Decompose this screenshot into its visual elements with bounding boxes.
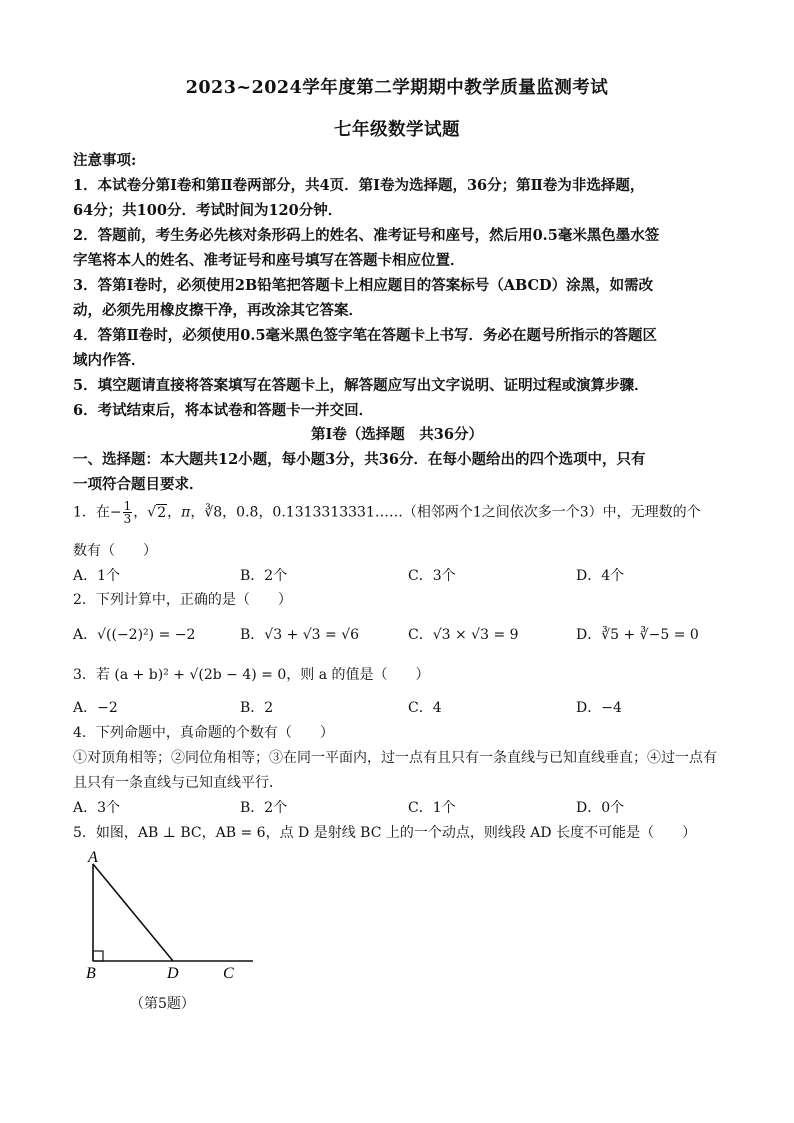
- question-3-stem: 3．若 (a + b)² + √(2b − 4) = 0，则 a 的值是（ ）: [73, 667, 430, 683]
- q1-minus: −: [109, 504, 122, 521]
- q1-frac-den: 3: [123, 512, 132, 526]
- section-intro-a: 一、选择题：本大题共12小题，每小题3分，共36分．在每小题给出的四个选项中，只有: [73, 451, 646, 468]
- question-4-line1: ①对顶角相等；②同位角相等；③在同一平面内，过一点有且只有一条直线与已知直线垂直；④过一点有: [73, 750, 717, 766]
- q1-prefix: 1．在: [73, 504, 110, 521]
- q4-option-a[interactable]: A．3个: [73, 800, 121, 816]
- q4-option-c[interactable]: C．1个: [408, 800, 456, 816]
- q1-option-a[interactable]: A．1个: [73, 568, 121, 584]
- note-4a: 4．答第Ⅱ卷时，必须使用0.5毫米黑色签字笔在答题卡上书写．务必在题号所指示的答题区: [73, 327, 658, 344]
- note-1b: 64分；共100分．考试时间为120分钟．: [73, 202, 343, 219]
- q1-cbrt: ∛8: [204, 504, 223, 521]
- note-3a: 3．答第Ⅰ卷时，必须使用2B铅笔把答题卡上相应题目的答案标号（ABCD）涂黑，如需改: [73, 277, 654, 294]
- note-4b: 域内作答．: [73, 352, 146, 369]
- note-3b: 动，必须先用橡皮擦干净，再改涂其它答案．: [73, 302, 363, 319]
- right-angle-mark: [93, 951, 103, 961]
- q3-option-d[interactable]: D．−4: [576, 700, 622, 716]
- q5-caption: （第5题）: [130, 996, 195, 1012]
- q3-option-a[interactable]: A．−2: [73, 700, 118, 716]
- q1-fraction: [123, 500, 133, 525]
- question-1-line2: 数有（ ）: [73, 543, 157, 559]
- label-b: B: [86, 965, 96, 982]
- segment-ad: [93, 864, 173, 961]
- note-5: 5．填空题请直接将答案填写在答题卡上，解答题应写出文字说明、证明过程或演算步骤．: [73, 377, 649, 394]
- label-d: D: [167, 965, 179, 982]
- label-c: C: [223, 965, 234, 982]
- note-2a: 2．答题前，考生务必先核对条形码上的姓名、准考证号和座号，然后用0.5毫米黑色墨水签: [73, 227, 660, 244]
- q3-option-c[interactable]: C．4: [408, 700, 442, 716]
- q1-sqrt2: 2: [157, 504, 167, 521]
- q1-repeating: 0.8̇: [236, 504, 259, 521]
- q3-option-b[interactable]: B．2: [240, 700, 274, 716]
- q2-option-a[interactable]: A．√((−2)²) = −2: [73, 627, 196, 643]
- q5-figure: [78, 846, 268, 986]
- q1-option-c[interactable]: C．3个: [408, 568, 456, 584]
- q1-pi: π: [181, 504, 191, 521]
- q2-option-d[interactable]: D．∛5 + ∛−5 = 0: [576, 627, 699, 643]
- q1-frac-num: 1: [123, 499, 132, 513]
- note-1a: 1．本试卷分第Ⅰ卷和第Ⅱ卷两部分，共4页．第Ⅰ卷为选择题，36分；第Ⅱ卷为非选择题，: [73, 177, 645, 194]
- note-2b: 字笔将本人的姓名、准考证号和座号填写在答题卡相应位置．: [73, 252, 465, 269]
- question-4-stem: 4．下列命题中，真命题的个数有（ ）: [73, 725, 334, 741]
- question-4-line2: 且只有一条直线与已知直线平行．: [73, 775, 283, 791]
- q2-option-c[interactable]: C．√3 × √3 = 9: [408, 627, 519, 643]
- section-heading: 第Ⅰ卷（选择题 共36分）: [311, 426, 483, 443]
- label-a: A: [88, 849, 98, 866]
- q2-option-b[interactable]: B．√3 + √3 = √6: [240, 627, 360, 643]
- exam-title: 2023~2024学年度第二学期期中教学质量监测考试: [185, 78, 609, 98]
- question-1-stem: 1．在− $\frac{1}{3}$ ，√2，π，∛8，0.8̇，0.1313313331……（相邻两个1之间依次多一个3）中，无理数的个: [73, 499, 701, 526]
- q4-option-b[interactable]: B．2个: [240, 800, 288, 816]
- section-intro-b: 一项符合题目要求．: [73, 476, 204, 493]
- q4-option-d[interactable]: D．0个: [576, 800, 625, 816]
- q1-tail: ，0.1313313331……（相邻两个1之间依次多一个3）中，无理数的个: [258, 504, 701, 521]
- notes-heading: 注意事项:: [73, 152, 137, 169]
- note-6: 6．考试结束后，将本试卷和答题卡一并交回．: [73, 402, 374, 419]
- exam-subtitle: 七年级数学试题: [334, 120, 460, 140]
- q1-option-d[interactable]: D．4个: [576, 568, 625, 584]
- question-5-stem: 5．如图，AB ⊥ BC，AB = 6，点 D 是射线 BC 上的一个动点，则线段 AD 长度不可能是（ ）: [73, 825, 697, 841]
- q1-option-b[interactable]: B．2个: [240, 568, 288, 584]
- question-2-stem: 2．下列计算中，正确的是（ ）: [73, 592, 292, 608]
